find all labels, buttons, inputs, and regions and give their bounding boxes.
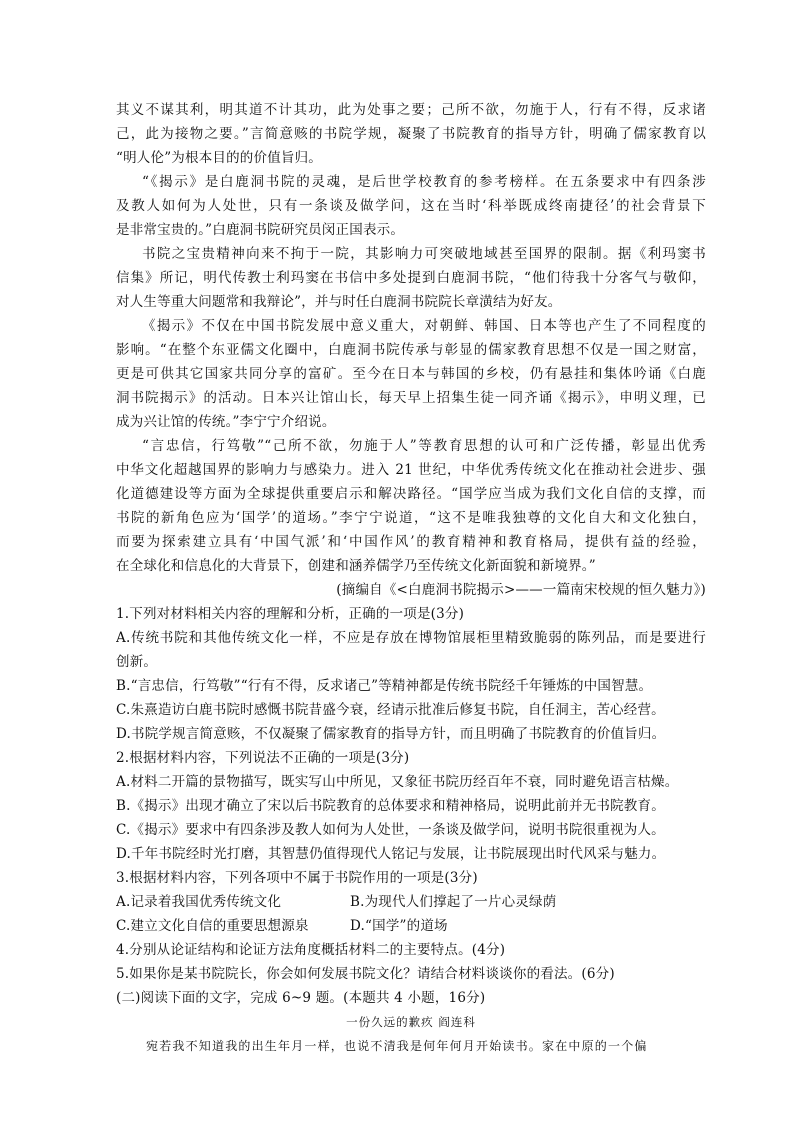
question-3-option-d: D.“国学”的道场 <box>350 918 448 934</box>
passage-line: 是非常宝贵的。”白鹿洞书院研究员闵正国表示。 <box>116 222 405 238</box>
question-1-option-b: B.“言忠信，行笃敬”“行有不得，反求诸己”等精神都是传统书院经千年锤炼的中国智慧。 <box>116 678 653 694</box>
story-title: 一份久远的歉疚 阎连科 <box>346 1015 476 1029</box>
question-3-option-a: A.记录着我国优秀传统文化 <box>116 894 282 910</box>
question-1: 1.下列对材料相关内容的理解和分析，正确的一项是(3分) <box>116 606 465 622</box>
passage-line: 中华文化超越国界的影响力与感染力。进入 21 世纪，中华优秀传统文化在推动社会进步、强 <box>116 462 706 478</box>
passage-line: “明人伦”为根本目的的价值旨归。 <box>116 150 323 166</box>
passage-line: 及教人如何为人处世，只有一条谈及做学问，这在当时‘科举既成终南捷径’的社会背景下 <box>116 198 706 214</box>
passage-line: 而要为探索建立具有‘中国气派’和‘中国作风’的教育精神和教育格局，提供有益的经验， <box>116 534 706 550</box>
question-4: 4.分别从论证结构和论证方法角度概括材料二的主要特点。(4分) <box>116 942 506 958</box>
passage-line: 书院之宝贵精神向来不拘于一院，其影响力可突破地域甚至国界的限制。据《利玛窦书 <box>142 246 706 262</box>
passage-line: “《揭示》是白鹿洞书院的灵魂，是后世学校教育的参考榜样。在五条要求中有四条涉 <box>142 174 706 190</box>
passage-line: 洞书院揭示》的活动。日本兴让馆山长，每天早上招集生徒一同齐诵《揭示》，申明义理，已 <box>116 390 706 406</box>
question-3-option-c: C.建立文化自信的重要思想源泉 <box>116 918 309 934</box>
question-2-option-d: D.千年书院经时光打磨，其智慧仍值得现代人铭记与发展，让书院展现出时代风采与魅力。 <box>116 846 666 862</box>
passage-line: 在全球化和信息化的大背景下，创建和涵养儒学乃至传统文化新面貌和新境界。” <box>116 558 596 574</box>
passage-line: 更是可供其它国家共同分享的富矿。至今在日本与韩国的乡校，仍有悬挂和集体吟诵《白鹿 <box>116 366 706 382</box>
section-2-heading: (二)阅读下面的文字，完成 6~9 题。(本题共 4 小题，16分) <box>116 990 486 1006</box>
passage-line: 《揭示》不仅在中国书院发展中意义重大，对朝鲜、韩国、日本等也产生了不同程度的 <box>142 318 706 334</box>
question-2: 2.根据材料内容，下列说法不正确的一项是(3分) <box>116 750 410 766</box>
passage-line: 书院的新角色应为‘国学’的道场。”李宁宁说道，“这不是唯我独尊的文化自大和文化独白， <box>116 510 706 526</box>
passage-line: 影响。“在整个东亚儒文化圈中，白鹿洞书院传承与彰显的儒家教育思想不仅是一国之财富， <box>116 342 706 358</box>
question-3-row-2 <box>116 914 706 938</box>
source-citation: (摘编自《<白鹿洞书院揭示>——一篇南宋校规的恒久魅力》) <box>336 582 706 598</box>
passage-line: 信集》所记，明代传教士利玛窦在书信中多处提到白鹿洞书院，“他们待我十分客气与敬仰， <box>116 270 706 286</box>
passage-line: 对人生等重大问题常和我辩论”，并与时任白鹿洞书院院长章潢结为好友。 <box>116 294 562 310</box>
question-1-option-c: C.朱熹造访白鹿书院时感慨书院昔盛今衰，经请示批准后修复书院，自任洞主，苦心经营。 <box>116 702 665 718</box>
question-3: 3.根据材料内容，下列各项中不属于书院作用的一项是(3分) <box>116 870 478 886</box>
question-1-option-d: D.书院学规言简意赅，不仅凝聚了儒家教育的指导方针，而且明确了书院教育的价值旨归。 <box>116 726 666 742</box>
question-3-option-b: B.为现代人们撑起了一片心灵绿荫 <box>350 894 557 910</box>
question-1-option-a: A.传统书院和其他传统文化一样，不应是存放在博物馆展柜里精致脆弱的陈列品，而是要进行 <box>116 630 706 646</box>
question-3-row-1 <box>116 890 706 914</box>
passage-line: “言忠信，行笃敬”“己所不欲，勿施于人”等教育思想的认可和广泛传播，彰显出优秀 <box>142 438 706 454</box>
passage-line: 其义不谋其利，明其道不计其功，此为处事之要；己所不欲，勿施于人，行有不得，反求诸 <box>116 102 706 118</box>
question-5: 5.如果你是某书院院长，你会如何发展书院文化？请结合材料谈谈你的看法。(6分) <box>116 966 615 982</box>
question-1-option-a-cont: 创新。 <box>116 654 158 670</box>
passage-line: 己，此为接物之要。”言简意赅的书院学规，凝聚了书院教育的指导方针，明确了儒家教育以 <box>116 126 706 142</box>
story-first-line: 宛若我不知道我的出生年月一样，也说不清我是何年何月开始读书。家在中原的一个偏 <box>146 1039 648 1053</box>
question-2-option-a: A.材料二开篇的景物描写，既实写山中所见，又象征书院历经百年不衰，同时避免语言枯燥。 <box>116 774 679 790</box>
question-2-option-c: C.《揭示》要求中有四条涉及教人如何为人处世，一条谈及做学问，说明书院很重视为人。 <box>116 822 665 838</box>
passage-line: 化道德建设等方面为全球提供重要启示和解决路径。“国学应当成为我们文化自信的支撑，而 <box>116 486 706 502</box>
passage-line: 成为兴让馆的传统。”李宁宁介绍说。 <box>116 414 336 430</box>
question-2-option-b: B.《揭示》出现才确立了宋以后书院教育的总体要求和精神格局，说明此前并无书院教育。 <box>116 798 665 814</box>
